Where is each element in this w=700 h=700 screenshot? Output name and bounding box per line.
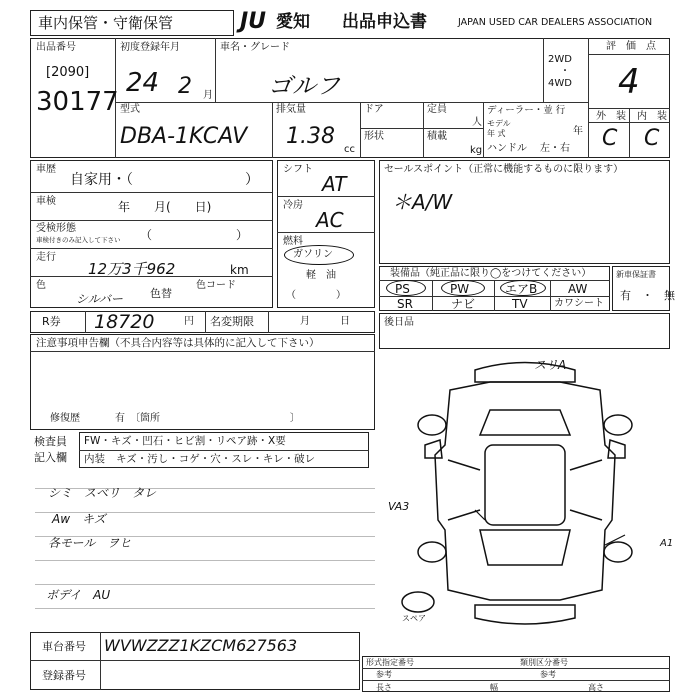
later-docs-label: 後日品 [384,317,414,328]
load-unit: kg [470,145,483,156]
capacity-label: 定員 [427,104,447,115]
receipt-label: 受検形態 [36,223,76,234]
form-spec-label1: 形式指定番号 [366,658,414,667]
inspection-label: 車検 [36,196,56,207]
inspection-value: 年 月( 日) [118,200,212,214]
handle-value: 左・右 [540,143,570,154]
handle-label: ハンドル [487,143,527,154]
inspector-note-3: 各モール ヲヒ [48,536,132,550]
spare-label: スペア [402,614,426,623]
name-change-label: 名変期限 [210,315,254,328]
form-spec-height: 高さ [588,683,604,692]
mileage-value: 12万3千962 [88,260,176,278]
recycle-unit: 円 [184,316,194,327]
later-docs-box [379,313,670,349]
drive-2wd: 2WD [548,54,572,65]
diagram-mark-right: A1 [660,538,674,549]
cooling-label: 冷房 [283,200,303,211]
dealer-label: ディーラー・並 行 [487,105,566,116]
warranty-value: 有 ・ 無 [620,289,675,302]
org-title: 愛知 [276,12,310,32]
name-change-value: 月 日 [300,316,350,327]
history-label: 車歴 [36,164,56,175]
grade-label: 評 価 点 [606,41,656,52]
doors-label: ドア [364,104,384,115]
load-label: 積載 [427,131,447,142]
inspector-note-4: ボデイ AU [46,588,111,602]
form-spec-length: 長さ [376,683,392,692]
fuel-label: 燃料 [283,236,303,247]
mileage-unit: km [230,263,249,277]
pw-circle [441,280,485,296]
cooling-value: AC [316,208,344,232]
model-value: DBA-1KCAV [120,124,248,149]
form-spec-ref1: 参考 [376,670,392,679]
grade-exterior: C [602,126,618,151]
car-name: ゴルフ [268,72,340,100]
registration-month-unit: 月 [203,90,213,101]
displacement-unit: cc [344,144,355,155]
equip-aw: AW [568,282,588,296]
equip-sr: SR [397,297,413,311]
org-english: JAPAN USED CAR DEALERS ASSOCIATION [458,17,653,28]
inspector-label2: 記入欄 [34,451,67,464]
shift-value: AT [322,172,347,196]
sales-points-value: ＊A/W [392,190,453,214]
inspector-label1: 検査員 [34,435,67,448]
inspector-note-2: Aw キズ [52,512,106,526]
inspector-row2-label: 内装 [84,453,105,465]
recycle-label: R券 [42,315,61,328]
form-title: 出品申込書 [342,12,427,32]
warranty-label: 新車保証書 [616,270,656,279]
history-value: 自家用・（ ） [70,172,259,188]
airbag-circle [500,280,546,296]
receipt-value: （ ） [140,228,249,242]
grade-interior: C [644,126,660,151]
chassis-label: 車台番号 [42,640,86,653]
car-label: 車名・グレード [220,42,290,53]
notes-label: 注意事項申告欄（不具合内容等は具体的に記入して下さい） [36,337,320,349]
lot-sub-number: [2090] [46,65,90,80]
grade-exterior-label: 外 装 [596,111,626,122]
color-code-label: 色コード [196,280,236,291]
repair-label: 修復歴 [50,413,80,424]
diagram-mark-left: VA3 [388,500,410,513]
equip-ps: PS [395,282,410,296]
equipment-label: 装備品（純正品に限り◯をつけてください） [390,268,592,279]
fuel-selected: ガソリン [293,249,333,260]
displacement-label: 排気量 [276,104,306,115]
storage-title: 車内保管・守衛保管 [38,14,174,32]
form-spec-ref2: 参考 [540,670,556,679]
registration-month: 2 [178,74,192,99]
color-value: シルバー [76,292,123,306]
inspector-row1: FW・キズ・凹石・ヒビ割・リペア跡・X要 [84,435,286,447]
registration-label: 初度登録年月 [120,42,180,53]
form-spec-width: 幅 [490,683,498,692]
fuel-other: 軽 油 [306,270,336,281]
repaint-label: 色替 [150,287,172,300]
equip-pw: PW [450,282,470,296]
drive-4wd: 4WD [548,78,572,89]
registration-no-label: 登録番号 [42,669,86,682]
inspector-row2: キズ・汚し・コゲ・穴・スレ・キレ・破レ [116,453,316,465]
dealer-year-label: 年 式 [487,129,506,138]
capacity-unit: 人 [472,117,482,128]
repair-value: 有 〔箇所 〕 [115,413,300,424]
doors-shape-label: 形状 [364,131,384,142]
grade-interior-label: 内 装 [637,111,667,122]
equip-leather: カワシート [554,298,604,309]
displacement-value: 1.38 [286,124,335,149]
car-damage-diagram [380,350,670,640]
color-label: 色 [36,280,46,291]
form-spec-label2: 類別区分番号 [520,658,568,667]
fuel-paren: （ ） [286,290,346,301]
shift-label: シフト [283,164,313,175]
model-label: 型式 [120,104,140,115]
lot-number: 30177 [36,87,119,117]
registration-year: 24 [126,68,160,98]
grade-overall: 4 [618,62,640,102]
dealer-model-label: モデル [487,119,511,128]
ps-circle [386,280,426,296]
receipt-note: 車検付きのみ記入して下さい [36,236,121,244]
lot-label: 出品番号 [36,42,76,53]
drive-separator: ・ [560,66,570,77]
recycle-value: 18720 [94,311,155,333]
diagram-mark-top: スリA [534,358,567,372]
chassis-value: WVWZZZ1KZCM627563 [104,636,298,655]
equip-airbag: エアB [505,282,538,296]
equip-tv: TV [512,297,528,311]
ju-logo: JU [240,9,267,34]
mileage-label: 走行 [36,252,56,263]
dealer-year-unit: 年 [573,126,583,137]
equip-navi: ナビ [451,297,476,311]
inspector-note-1: シミ スベリ タレ [48,486,157,500]
sales-points-label: セールスポイント（正常に機能するものに限ります） [384,164,624,175]
